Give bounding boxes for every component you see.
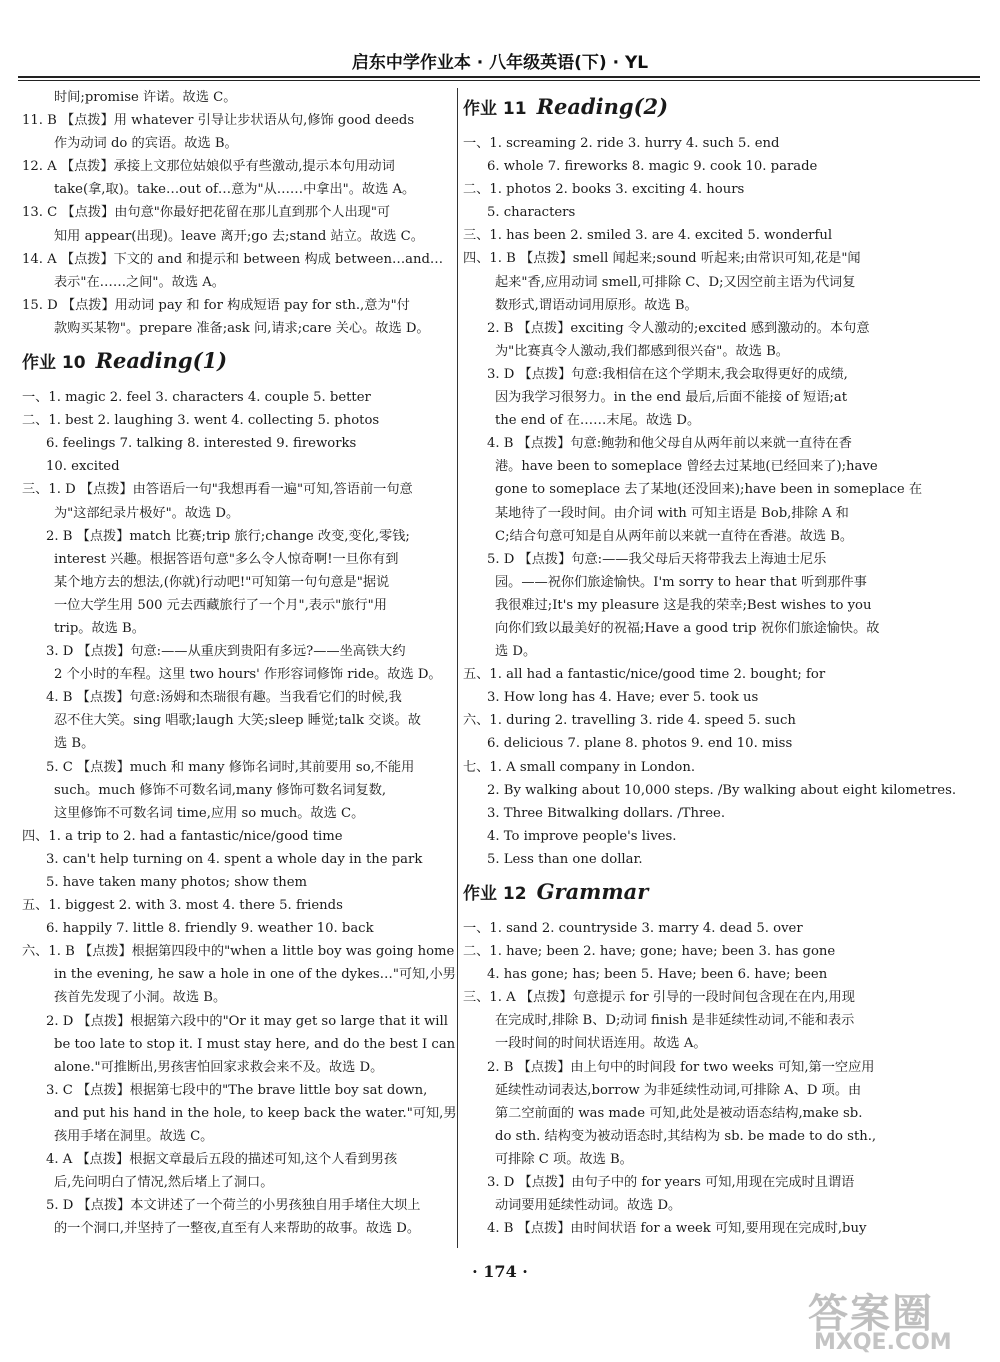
answer-line: and put his hand in the hole, to keep back the water."可知,男 — [54, 1105, 457, 1121]
answer-line: 一段时间的时间状语连用。故选 A。 — [495, 1036, 707, 1052]
answer-line: 2 个小时的车程。这里 two hours' 作形容词修饰 ride。故选 D。 — [54, 667, 442, 683]
answer-line: 10. excited — [46, 459, 120, 475]
answer-line: 5. characters — [487, 205, 576, 221]
answer-line: 6. delicious 7. plane 8. photos 9. end 10. miss — [487, 736, 793, 752]
page-number: · 174 · — [472, 1262, 528, 1281]
answer-line: 延续性动词表达,borrow 为非延续性动词,可排除 A、D 项。由 — [495, 1082, 862, 1098]
answer-line: 动词要用延续性动词。故选 D。 — [495, 1198, 682, 1214]
answer-line: 孩首先发现了小洞。故选 B。 — [54, 990, 227, 1006]
answer-line: do sth. 结构变为被动语态时,其结构为 sb. be made to do sth., — [495, 1128, 877, 1144]
section-number: 作业 10 — [22, 353, 86, 374]
answer-line: 4. has gone; has; been 5. Have; been 6. have; been — [487, 967, 828, 983]
answer-line: 4. To improve people's lives. — [487, 828, 677, 844]
answer-line: 六、1. during 2. travelling 3. ride 4. speed 5. such — [463, 713, 796, 729]
column-divider — [457, 88, 458, 1248]
answer-line: 二、1. photos 2. books 3. exciting 4. hours — [463, 182, 745, 198]
answer-line: 3. D 【点拨】句意:我相信在这个学期末,我会取得更好的成绩, — [487, 366, 848, 382]
answer-line: 11. B 【点拨】用 whatever 引导让步状语从句,修饰 good deeds — [22, 113, 415, 129]
watermark-text: 答案圈 — [808, 1291, 934, 1337]
answer-line: 知用 appear(出现)。leave 离开;go 去;stand 站立。故选 C。 — [54, 228, 424, 244]
answer-line: 6. whole 7. fireworks 8. magic 9. cook 10. parade — [487, 159, 818, 175]
answer-line: 选 D。 — [495, 644, 537, 660]
answer-line: 三、1. has been 2. smiled 3. are 4. excited 5. wonderful — [463, 228, 833, 244]
answer-line: 三、1. D 【点拨】由答语后一句"我想再看一遍"可知,答语前一句意 — [22, 482, 413, 498]
section-title: Reading(1) — [95, 348, 228, 374]
answer-line: 五、1. all had a fantastic/nice/good time 2. bought; for — [463, 667, 826, 683]
answer-line: 的一个洞口,并坚持了一整夜,直至有人来帮助的故事。故选 D。 — [54, 1221, 421, 1237]
answer-line: 四、1. a trip to 2. had a fantastic/nice/good time — [22, 828, 343, 844]
answer-line: 港。have been to someplace 曾经去过某地(已经回来了);have — [495, 459, 878, 475]
answer-line: 一、1. magic 2. feel 3. characters 4. couple 5. better — [22, 390, 371, 406]
answer-line: 园。——祝你们旅途愉快。I'm sorry to hear that 听到那件事 — [495, 574, 867, 590]
answer-line: interest 兴趣。根据答语句意"多么令人惊奇啊!一旦你有到 — [54, 551, 399, 567]
answer-line: 12. A 【点拨】承接上文那位姑娘似乎有些激动,提示本句用动词 — [22, 159, 395, 175]
answer-line: 三、1. A 【点拨】句意提示 for 引导的一段时间包含现在在内,用现 — [463, 990, 855, 1006]
answer-line: 3. can't help turning on 4. spent a whole day in the park — [46, 851, 423, 867]
answer-line: 2. By walking about 10,000 steps. /By walking about eight kilometres. — [487, 782, 957, 798]
answer-line: 在完成时,排除 B、D;动词 finish 是非延续性动词,不能和表示 — [495, 1013, 855, 1029]
answer-line: 六、1. B 【点拨】根据第四段中的"when a little boy was going home — [22, 944, 455, 960]
running-header: 启东中学作业本 · 八年级英语(下) · YL — [351, 53, 649, 73]
answer-line: 2. D 【点拨】根据第六段中的"Or it may get so large that it will — [46, 1013, 448, 1029]
answer-line: 这里修饰不可数名词 time,应用 so much。故选 C。 — [54, 805, 365, 821]
answer-line: 为"比赛真令人激动,我们都感到很兴奋"。故选 B。 — [495, 343, 789, 359]
answer-line: 五、1. biggest 2. with 3. most 4. there 5. friends — [22, 898, 343, 914]
answer-line: take(拿,取)。take…out of…意为"从……中拿出"。故选 A。 — [54, 182, 416, 198]
section-heading — [463, 877, 893, 909]
answer-line: 一、1. screaming 2. ride 3. hurry 4. such 5. end — [463, 136, 780, 151]
answer-line: 4. A 【点拨】根据文章最后五段的描述可知,这个人看到男孩 — [46, 1152, 398, 1168]
answer-line: 2. B 【点拨】由上句中的时间段 for two weeks 可知,第一空应用 — [487, 1059, 875, 1075]
answer-line: 孩用手堵在洞里。故选 C。 — [54, 1129, 214, 1145]
answer-line: 一位大学生用 500 元去西藏旅行了一个月",表示"旅行"用 — [54, 597, 387, 613]
section-heading — [22, 346, 442, 378]
section-number: 作业 11 — [463, 99, 527, 119]
answer-line: 5. D 【点拨】本文讲述了一个荷兰的小男孩独自用手堵住大坝上 — [46, 1198, 421, 1214]
answer-line: 款购买某物"。prepare 准备;ask 问,请求;care 关心。故选 D。 — [54, 320, 430, 336]
answer-line: 某地待了一段时间。由介词 with 可知主语是 Bob,排除 A 和 — [495, 505, 849, 521]
answer-line: 2. B 【点拨】exciting 令人激动的;excited 感到激动的。本句意 — [487, 320, 870, 336]
answer-line: 作为动词 do 的宾语。故选 B。 — [54, 136, 238, 152]
answer-line: trip。故选 B。 — [54, 620, 145, 636]
answer-line: 3. How long has 4. Have; ever 5. took us — [487, 690, 759, 706]
answer-line: 2. B 【点拨】match 比赛;trip 旅行;change 改变,变化,零钱; — [46, 528, 410, 544]
header-rule — [18, 76, 980, 78]
answer-line: 6. happily 7. little 8. friendly 9. weather 10. back — [46, 921, 374, 937]
answer-line: 3. C 【点拨】根据第七段中的"The brave little boy sat down, — [46, 1082, 428, 1098]
answer-line: 选 B。 — [54, 736, 95, 752]
right-column — [463, 86, 957, 1240]
answer-line: 3. D 【点拨】句意:——从重庆到贵阳有多远?——坐高铁大约 — [46, 644, 406, 660]
answer-line: 5. Less than one dollar. — [487, 851, 643, 867]
section-title: Reading(2) — [536, 94, 669, 119]
answer-line: 4. B 【点拨】句意:汤姆和杰瑞很有趣。当我看它们的时候,我 — [46, 690, 402, 706]
answer-line: 5. D 【点拨】句意:——我父母后天将带我去上海迪士尼乐 — [487, 551, 827, 567]
answer-line: 3. D 【点拨】由句子中的 for years 可知,用现在完成时且谓语 — [487, 1175, 855, 1191]
answer-line: 时间;promise 许诺。故选 C。 — [54, 90, 237, 105]
answer-line: 6. feelings 7. talking 8. interested 9. fireworks — [46, 436, 357, 452]
section-title: Grammar — [536, 879, 649, 904]
answer-line: 4. B 【点拨】句意:鲍勃和他父母自从两年前以来就一直待在香 — [487, 436, 852, 452]
answer-line: 某个地方去的想法,(你就)行动吧!"可知第一句句意是"据说 — [54, 574, 390, 590]
answer-line: C;结合句意可知是自从两年前以来就一直待在香港。故选 B。 — [495, 528, 854, 544]
answer-line: 5. C 【点拨】much 和 many 修饰名词时,其前要用 so,不能用 — [46, 759, 415, 775]
section-number: 作业 12 — [463, 884, 527, 904]
answer-line: be too late to stop it. I must stay here, and do the best I can — [54, 1036, 456, 1052]
answer-line: 5. have taken many photos; show them — [46, 875, 308, 890]
header-rule-thin — [18, 80, 980, 81]
left-column — [22, 86, 457, 1241]
answer-line: 为"这部纪录片极好"。故选 D。 — [54, 505, 240, 521]
answer-line: 13. C 【点拨】由句意"你最好把花留在那儿直到那个人出现"可 — [22, 205, 391, 221]
answer-line: the end of 在……末尾。故选 D。 — [495, 413, 701, 429]
answer-line: 二、1. have; been 2. have; gone; have; been 3. has gone — [463, 944, 836, 960]
answer-line: 起来"香,应用动词 smell,可排除 C、D;又因空前主语为代词复 — [495, 274, 856, 290]
answer-line: in the evening, he saw a hole in one of the dykes…"可知,小男 — [54, 967, 456, 983]
answer-line: 一、1. sand 2. countryside 3. marry 4. dead 5. over — [463, 921, 803, 936]
answer-line: 第二空前面的 was made 可知,此处是被动语态结构,make sb. — [495, 1105, 863, 1121]
answer-line: such。much 修饰不可数名词,many 修饰可数名词复数, — [54, 782, 387, 798]
answer-line: 我很难过;It's my pleasure 这是我的荣幸;Best wishes to you — [495, 597, 872, 613]
answer-line: 表示"在……之间"。故选 A。 — [54, 274, 225, 290]
answer-line: alone."可推断出,男孩害怕回家求救会来不及。故选 D。 — [54, 1059, 384, 1075]
answer-line: 14. A 【点拨】下文的 and 和提示和 between 构成 between…and… — [22, 251, 444, 267]
watermark-logo — [800, 1282, 990, 1354]
answer-line: 二、1. best 2. laughing 3. went 4. collecting 5. photos — [22, 413, 380, 429]
answer-line: 数形式,谓语动词用原形。故选 B。 — [495, 297, 698, 313]
answer-line: 4. B 【点拨】由时间状语 for a week 可知,要用现在完成时,buy — [487, 1221, 867, 1237]
answer-line: 忍不住大笑。sing 唱歌;laugh 大笑;sleep 睡觉;talk 交谈。故 — [54, 713, 421, 729]
answer-line: 向你们致以最美好的祝福;Have a good trip 祝你们旅途愉快。故 — [495, 620, 880, 636]
answer-line: 15. D 【点拨】用动词 pay 和 for 构成短语 pay for sth.,意为"付 — [22, 297, 410, 313]
answer-line: 可排除 C 项。故选 B。 — [495, 1151, 633, 1167]
watermark-url: MXQE.COM — [814, 1330, 952, 1355]
section-heading — [463, 92, 893, 124]
answer-line: gone to someplace 去了某地(还没回来);have been in someplace 在 — [495, 482, 923, 498]
answer-line: 后,先问明白了情况,然后堵上了洞口。 — [54, 1175, 274, 1191]
answer-line: 七、1. A small company in London. — [463, 759, 696, 775]
answer-line: 因为我学习很努力。in the end 最后,后面不能接 of 短语;at — [495, 390, 847, 406]
answer-line: 3. Three Bitwalking dollars. /Three. — [487, 805, 726, 821]
answer-line: 四、1. B 【点拨】smell 闻起来;sound 听起来;由常识可知,花是"闻 — [463, 251, 861, 267]
